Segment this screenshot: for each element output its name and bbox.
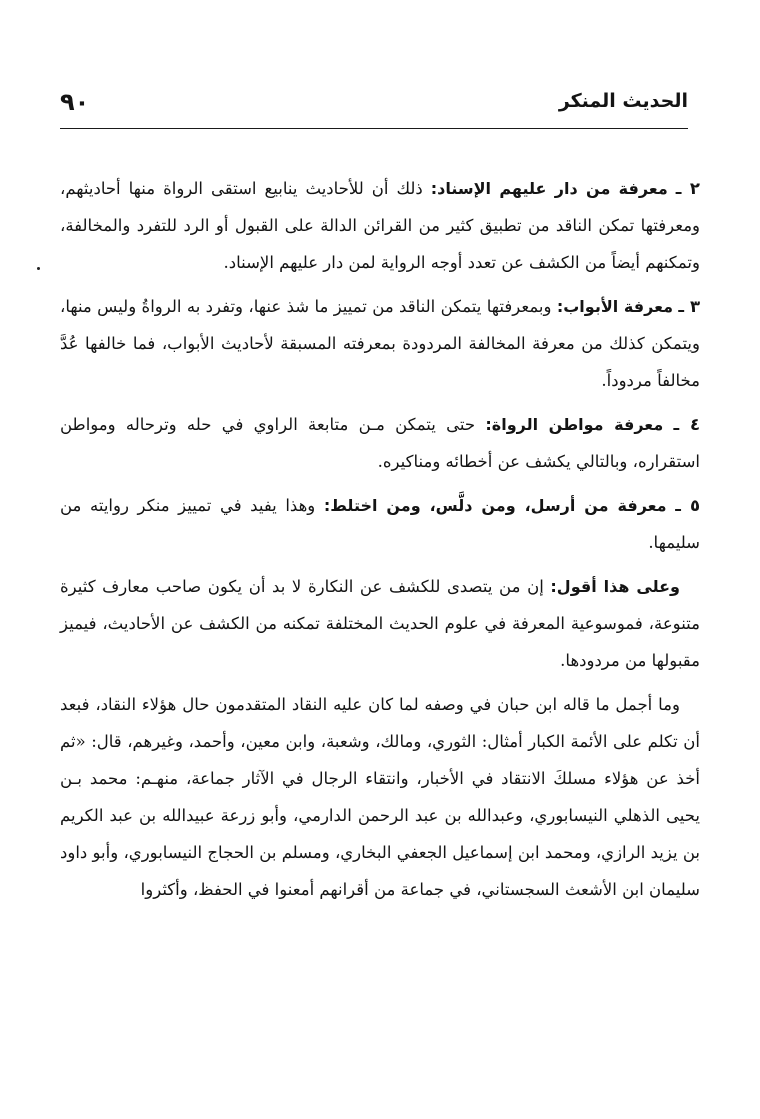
paragraph-item-2 bbox=[60, 170, 700, 281]
item-heading: معرفة من دار عليهم الإسناد: bbox=[430, 179, 668, 198]
stray-ink-dot bbox=[37, 267, 40, 270]
quote-text: وما أجمل ما قاله ابن حبان في وصفه لما كان عليه النقاد المتقدمون حال هؤلاء النقاد، فبعد أن تكلم على الأئمة الكبار أمثال: الثوري، ومالك، وشعبة، وابن معين، وأحمد، وغيرهم، قال: «ثم أخذ عن هؤلاء مسلكَ الانتقاد في الأخبار، وانتقاء الرجال في الآثار جماعة، منهـم: محمد بـن يحيى الذهلي النيسابوري، وعبدالله بن عبد الرحمن الدارمي، وأبو زرعة عبيدالله بن عبد الكريم بن يزيد الرازي، ومحمد ابن إسماعيل الجعفي البخاري، ومسلم بن الحجاج النيسابوري، وأبو داود سليمان ابن الأشعث السجستاني، في جماعة من أقرانهم أمعنوا في الحفظ، وأكثروا bbox=[60, 695, 700, 899]
running-header bbox=[60, 88, 688, 129]
item-text: حتى يتمكن مـن متابعة الراوي في حله وترحاله ومواطن استقراره، وبالتالي يكشف عن أخطائه ومناكيره. bbox=[60, 415, 700, 471]
running-title: الحديث المنكر bbox=[558, 90, 688, 112]
item-text: وهذا يفيد في تمييز منكر روايته من سليمها. bbox=[60, 496, 700, 552]
item-heading: معرفة من أرسل، ومن دلَّس، ومن اختلط: bbox=[323, 496, 667, 515]
item-number: ٤ ـ bbox=[673, 415, 701, 434]
paragraph-item-5 bbox=[60, 487, 700, 561]
item-number: ٢ ـ bbox=[675, 179, 700, 198]
item-text: ذلك أن للأحاديث ينابيع استقى الرواة منها أحاديثهم، ومعرفتها تمكن الناقد من تطبيق كثير من القرائن الدالة على القبول أو الرد للتفرد والمخالفة، وتمكنهم أيضاً من الكشف عن تعدد أوجه الرواية لمن دار عليهم الإسناد. bbox=[60, 179, 700, 272]
paragraph-conclusion bbox=[60, 568, 700, 679]
conclusion-heading: وعلى هذا أقول: bbox=[550, 577, 680, 596]
item-heading: معرفة الأبواب: bbox=[556, 297, 674, 316]
page-number: ٩٠ bbox=[60, 88, 90, 116]
conclusion-text: إن من يتصدى للكشف عن النكارة لا بد أن يكون صاحب معارف كثيرة متنوعة، فموسوعية المعرفة في علوم الحديث المختلفة تمكنه من الكشف عن الأحاديث، فيميز مقبولها من مردودها. bbox=[60, 577, 700, 670]
body-text bbox=[60, 170, 700, 915]
paragraph-item-3 bbox=[60, 288, 700, 399]
item-number: ٣ ـ bbox=[678, 297, 701, 316]
paragraph-item-4 bbox=[60, 406, 700, 480]
item-text: وبمعرفتها يتمكن الناقد من تمييز ما شذ عنها، وتفرد به الرواةُ وليس منها، ويتمكن كذلك من معرفة المخالفة المردودة بمعرفته المسبقة لأحاديث الأبواب، فما خالفها عُدَّ مخالفاً مردوداً. bbox=[60, 297, 700, 390]
paragraph-ibn-hibban-quote bbox=[60, 686, 700, 908]
item-heading: معرفة مواطن الرواة: bbox=[485, 415, 664, 434]
item-number: ٥ ـ bbox=[675, 496, 701, 515]
